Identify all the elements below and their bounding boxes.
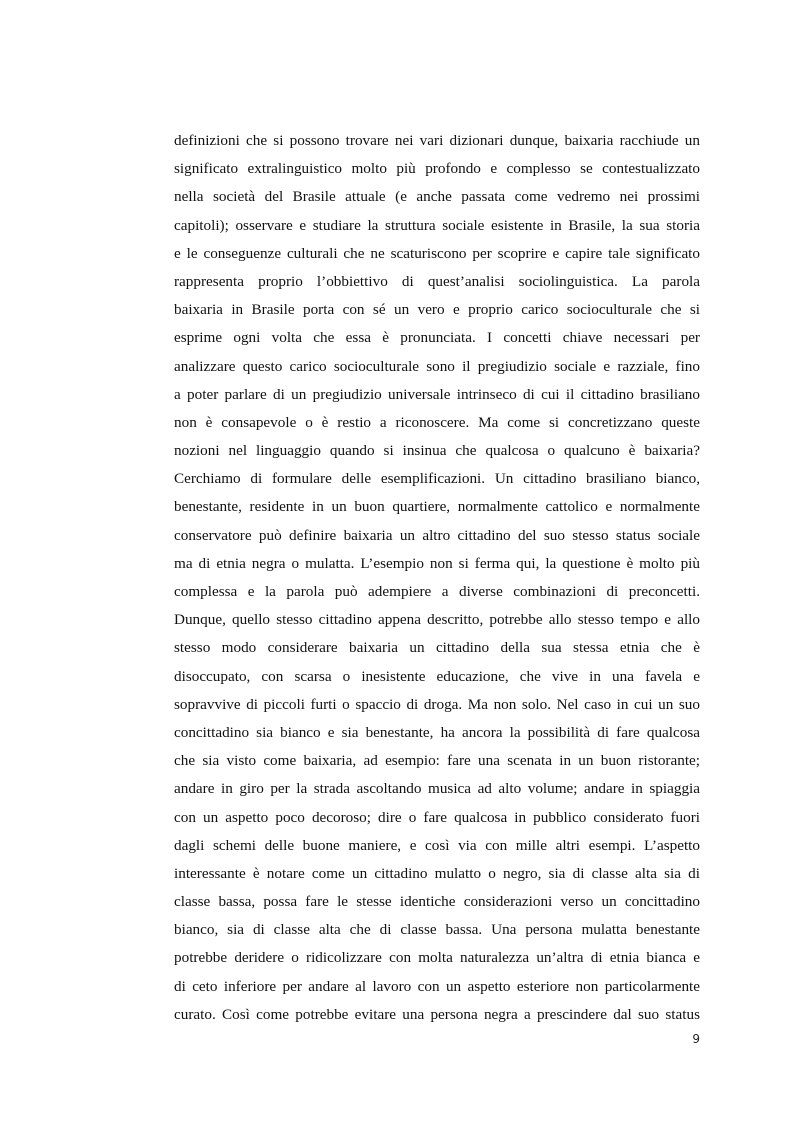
text-line: baixaria in Brasile porta con sé un vero e proprio carico socioculturale che si xyxy=(174,301,700,319)
body-paragraph xyxy=(174,127,700,1023)
text-line: sopravvive di piccoli furti o spaccio di droga. Ma non solo. Nel caso in cui un suo xyxy=(174,695,700,713)
text-line: Cerchiamo di formulare delle esemplificazioni. Un cittadino brasiliano bianco, xyxy=(174,470,700,488)
text-line: conservatore può definire baixaria un altro cittadino del suo stesso status sociale xyxy=(174,526,700,544)
text-line: e le conseguenze culturali che ne scaturiscono per scoprire e capire tale significato xyxy=(174,244,700,262)
text-line: rappresenta proprio l’obbiettivo di quest’analisi sociolinguistica. La parola xyxy=(174,272,700,290)
text-line: bianco, sia di classe alta che di classe bassa. Una persona mulatta benestante xyxy=(174,921,700,939)
text-line: potrebbe deridere o ridicolizzare con molta naturalezza un’altra di etnia bianca e xyxy=(174,949,700,967)
text-line: esprime ogni volta che essa è pronunciata. I concetti chiave necessari per xyxy=(174,329,700,347)
text-line: curato. Così come potrebbe evitare una persona negra a prescindere dal suo status xyxy=(174,1005,700,1023)
text-line: complessa e la parola può adempiere a diverse combinazioni di preconcetti. xyxy=(174,583,700,600)
text-line: di ceto inferiore per andare al lavoro con un aspetto esteriore non particolarmente xyxy=(174,977,700,995)
text-line: a poter parlare di un pregiudizio universale intrinseco di cui il cittadino brasiliano xyxy=(174,385,700,403)
text-line: che sia visto come baixaria, ad esempio: fare una scenata in un buon ristorante; xyxy=(174,752,700,770)
text-line: nozioni nel linguaggio quando si insinua che qualcosa o qualcuno è baixaria? xyxy=(174,442,700,460)
text-line: capitoli); osservare e studiare la struttura sociale esistente in Brasile, la sua storia xyxy=(174,216,700,234)
text-line: ma di etnia negra o mulatta. L’esempio non si ferma qui, la questione è molto più xyxy=(174,554,700,572)
text-line: stesso modo considerare baixaria un cittadino della sua stessa etnia che è xyxy=(174,639,700,657)
text-line: analizzare questo carico socioculturale sono il pregiudizio sociale e razziale, fino xyxy=(174,357,700,375)
text-line: interessante è notare come un cittadino mulatto o negro, sia di classe alta sia di xyxy=(174,864,700,882)
text-line: classe bassa, possa fare le stesse identiche considerazioni verso un concittadino xyxy=(174,893,700,911)
page-number: 9 xyxy=(692,1032,700,1046)
text-line: nella società del Brasile attuale (e anche passata come vedremo nei prossimi xyxy=(174,188,700,206)
text-line: con un aspetto poco decoroso; dire o fare qualcosa in pubblico considerato fuori xyxy=(174,808,700,826)
text-line: concittadino sia bianco e sia benestante, ha ancora la possibilità di fare qualcosa xyxy=(174,723,700,741)
text-line: disoccupato, con scarsa o inesistente educazione, che vive in una favela e xyxy=(174,667,700,685)
text-line: non è consapevole o è restio a riconoscere. Ma come si concretizzano queste xyxy=(174,413,700,431)
text-line: benestante, residente in un buon quartiere, normalmente cattolico e normalmente xyxy=(174,498,700,516)
text-line: definizioni che si possono trovare nei vari dizionari dunque, baixaria racchiude un xyxy=(174,132,700,149)
text-line: Dunque, quello stesso cittadino appena descritto, potrebbe allo stesso tempo e allo xyxy=(174,611,700,629)
text-line: significato extralinguistico molto più profondo e complesso se contestualizzato xyxy=(174,160,700,178)
text-line: dagli schemi delle buone maniere, e così via con mille altri esempi. L’aspetto xyxy=(174,836,700,854)
text-line: andare in giro per la strada ascoltando musica ad alto volume; andare in spiaggia xyxy=(174,780,700,798)
